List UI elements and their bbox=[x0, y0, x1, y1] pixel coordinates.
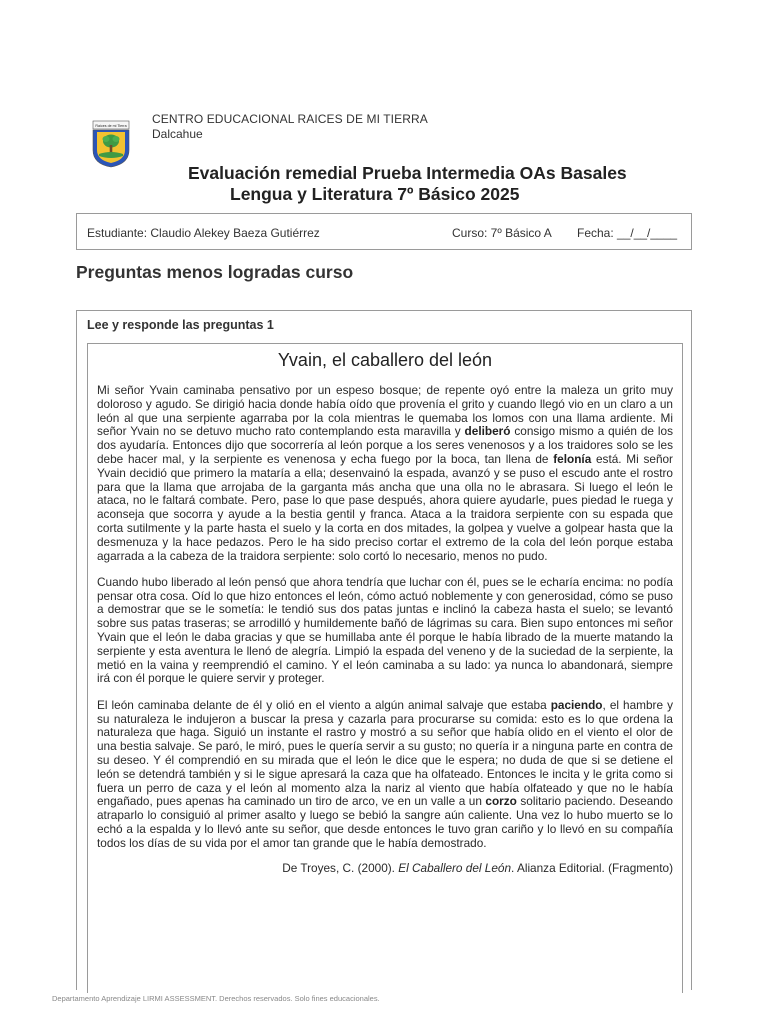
vocab-word: deliberó bbox=[464, 424, 511, 439]
svg-text:Raíces de mi Tierra: Raíces de mi Tierra bbox=[95, 124, 127, 128]
school-crest-icon bbox=[92, 120, 130, 168]
reading-text bbox=[97, 384, 673, 888]
school-name: CENTRO EDUCACIONAL RAICES DE MI TIERRA bbox=[152, 112, 428, 126]
question-label: Lee y responde las preguntas 1 bbox=[87, 318, 274, 332]
reading-box bbox=[87, 343, 683, 993]
paragraph-2: Cuando hubo liberado al león pensó que ahora tendría que luchar con él, pues se le echaría encima: no podía pensar otra cosa. Oíd lo que hizo entonces el león, cómo actuó noblemente y con generosidad, cómo se puso a demostrar que se le sometía: le tendió sus dos patas juntas e inclinó la cabeza hasta el suelo; se levantó sobre sus patas traseras; se arrodilló y humildemente bañó de lágrimas su cara. Bien supo entonces mi señor Yvain que el león le daba gracias y que se humillaba ante él porque le había librado de la muerte matando la serpiente y esta aventura le llenó de alegría. Limpió la espada del veneno y de la suciedad de la serpiente, la metió en la vaina y reemprendió el camino. Y el león caminaba a su lado: ya nunca lo abandonará, siempre irá con él porque le quiere servir y proteger. bbox=[97, 574, 673, 686]
reading-title: Yvain, el caballero del león bbox=[277, 350, 493, 370]
student-name: Estudiante: Claudio Alekey Baeza Gutiérrez bbox=[87, 226, 320, 240]
question-box bbox=[76, 310, 692, 990]
course: Curso: 7º Básico A bbox=[452, 226, 552, 240]
date-field: Fecha: __/__/____ bbox=[577, 226, 678, 240]
section-title: Preguntas menos logradas curso bbox=[76, 262, 354, 282]
title-line-1: Evaluación remedial Prueba Intermedia OAs Basales bbox=[188, 163, 627, 183]
vocab-word: felonía bbox=[553, 451, 592, 466]
student-info-box bbox=[76, 213, 692, 250]
paragraph-1: Mi señor Yvain caminaba pensativo por un espeso bosque; de repente oyó entre la maleza un grito muy doloroso y agudo. Se dirigió hacia donde había oído que provenía el grito y cuando llegó vio en un claro a un león al que una serpiente agarraba por la cola mientras le quemaba los lomos con una llama ardiente. Mi señor Yvain no se detuvo mucho rato contemplando esta maravilla y deliberó consigo mismo a quién de los dos ayudaría. Entonces dijo que socorrería al león porque a los seres venenosos y a los traidores solo se les debe hacer mal, y la serpiente es venenosa y echa fuego por la boca, tan llena de felonía está. Mi señor Yvain decidió que primero la mataría a ella; desenvainó la espada, avanzó y se puso el escudo ante el rostro para que la llama que arrojaba de la garganta más ancha que una olla no le abrasara. Si luego el león le ataca, no le faltará combate. Pero, pase lo que pase después, ahora quiere ayudarle, pues piedad le ruega y aconseja que socorra y ayude a la bestia gentil y franca. Ataca a la traidora serpiente con su espada que corta sutilmente y la parte hasta el suelo y la corta en dos mitades, la golpea y vuelve a golpear hasta que la desmenuza y la hace pedazos. Pero le ha sido preciso cortar el extremo de la cola del león porque estaba agarrada a la cabeza de la traidora serpiente: solo cortó lo necesario, menos no pudo. bbox=[97, 383, 673, 563]
citation: De Troyes, C. (2000). El Caballero del León. Alianza Editorial. (Fragmento) bbox=[282, 861, 673, 875]
title-line-2: Lengua y Literatura 7º Básico 2025 bbox=[230, 184, 520, 204]
paragraph-3: El león caminaba delante de él y olió en el viento a algún animal salvaje que estaba paciendo, el hambre y su naturaleza le indujeron a buscar la presa y cazarla para procurarse su comida: esto es lo que ordena la naturaleza que haga. Siguió un instante el rastro y mostró a su señor que había olido en el viento el olor de una bestia salvaje. Se paró, le miró, pues le quería servir a su gusto; no quería ir a ninguna parte en contra de su deseo. Y él comprendió en su mirada que el león le dice que le espera; no duda de que si se detiene el león se detendrá también y si le sigue apresará la caza que ha olfateado. Entonces le incita y le grita como si fuera un perro de caza y el león al momento alza la nariz al viento que había olfateado y que no le había engañado, pues apenas ha caminado un tiro de arco, ve en un valle a un corzo solitario paciendo. Deseando atraparlo lo consiguió al primer asalto y luego se bebió la sangre aún caliente. Una vez lo hubo muerto se lo echó a la espalda y lo llevó ante su señor, que desde entonces le tuvo gran cariño y lo llevó en su compañía todos los días de su vida por el amor tan grande que le había demostrado. bbox=[97, 697, 673, 850]
vocab-word: paciendo bbox=[550, 697, 603, 712]
footer-text: Departamento Aprendizaje LIRMI ASSESSMENT. Derechos reservados. Solo fines educacionales. bbox=[52, 994, 380, 1003]
vocab-word: corzo bbox=[485, 794, 517, 809]
school-city: Dalcahue bbox=[152, 127, 203, 141]
